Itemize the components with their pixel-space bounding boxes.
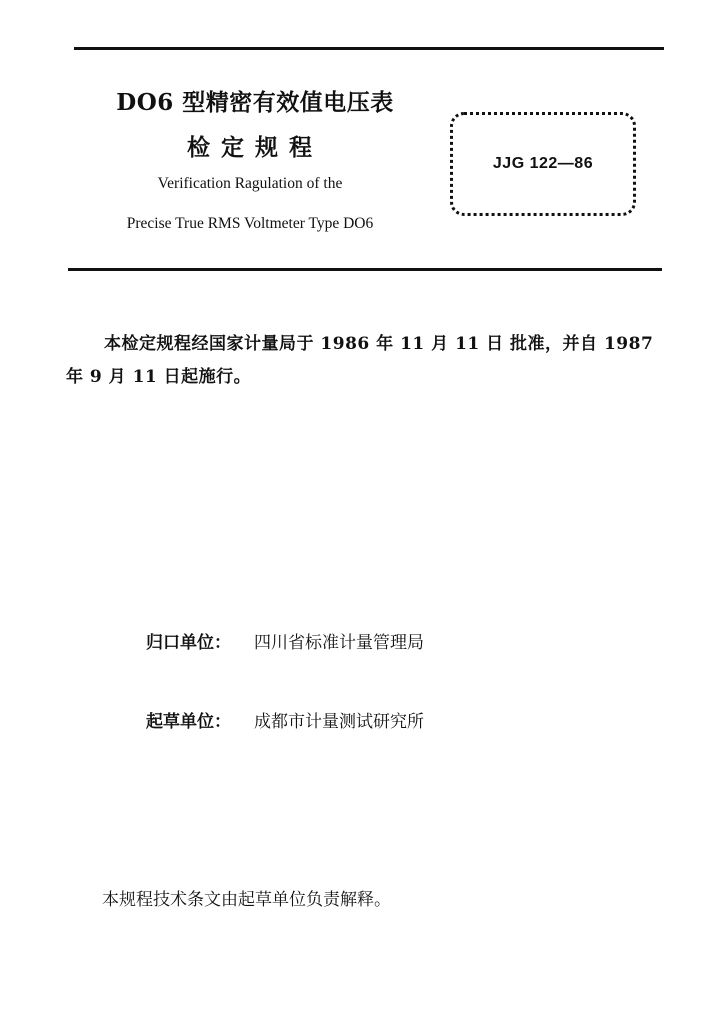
responsible-unit-label: 归口单位： [146,633,231,653]
top-rule [74,47,664,50]
document-title-en-line2: Precise True RMS Voltmeter Type DO6 [126,215,374,232]
approval-statement: 本检定规程经国家计量局于 1986 年 11 月 11 日 批准，并自 1987 年 9 月 11 日起施行。 [66,334,654,387]
bottom-rule [68,268,662,271]
document-subtitle-cn: 检定规程 [187,134,323,161]
standard-code-box [450,112,636,216]
responsible-unit-value: 四川省标准计量管理局 [254,633,424,653]
document-title-en-line1: Verification Ragulation of the [157,175,343,192]
responsible-unit-row [146,628,424,653]
interpretation-note: 本规程技术条文由起草单位负责解释。 [102,890,391,910]
standard-code: JJG 122—86 [492,155,594,172]
drafting-unit-row [146,707,424,732]
drafting-unit-label: 起草单位： [146,712,231,732]
drafting-unit-value: 成都市计量测试研究所 [254,712,424,732]
document-title-cn: DO6 型精密有效值电压表 [116,89,394,116]
